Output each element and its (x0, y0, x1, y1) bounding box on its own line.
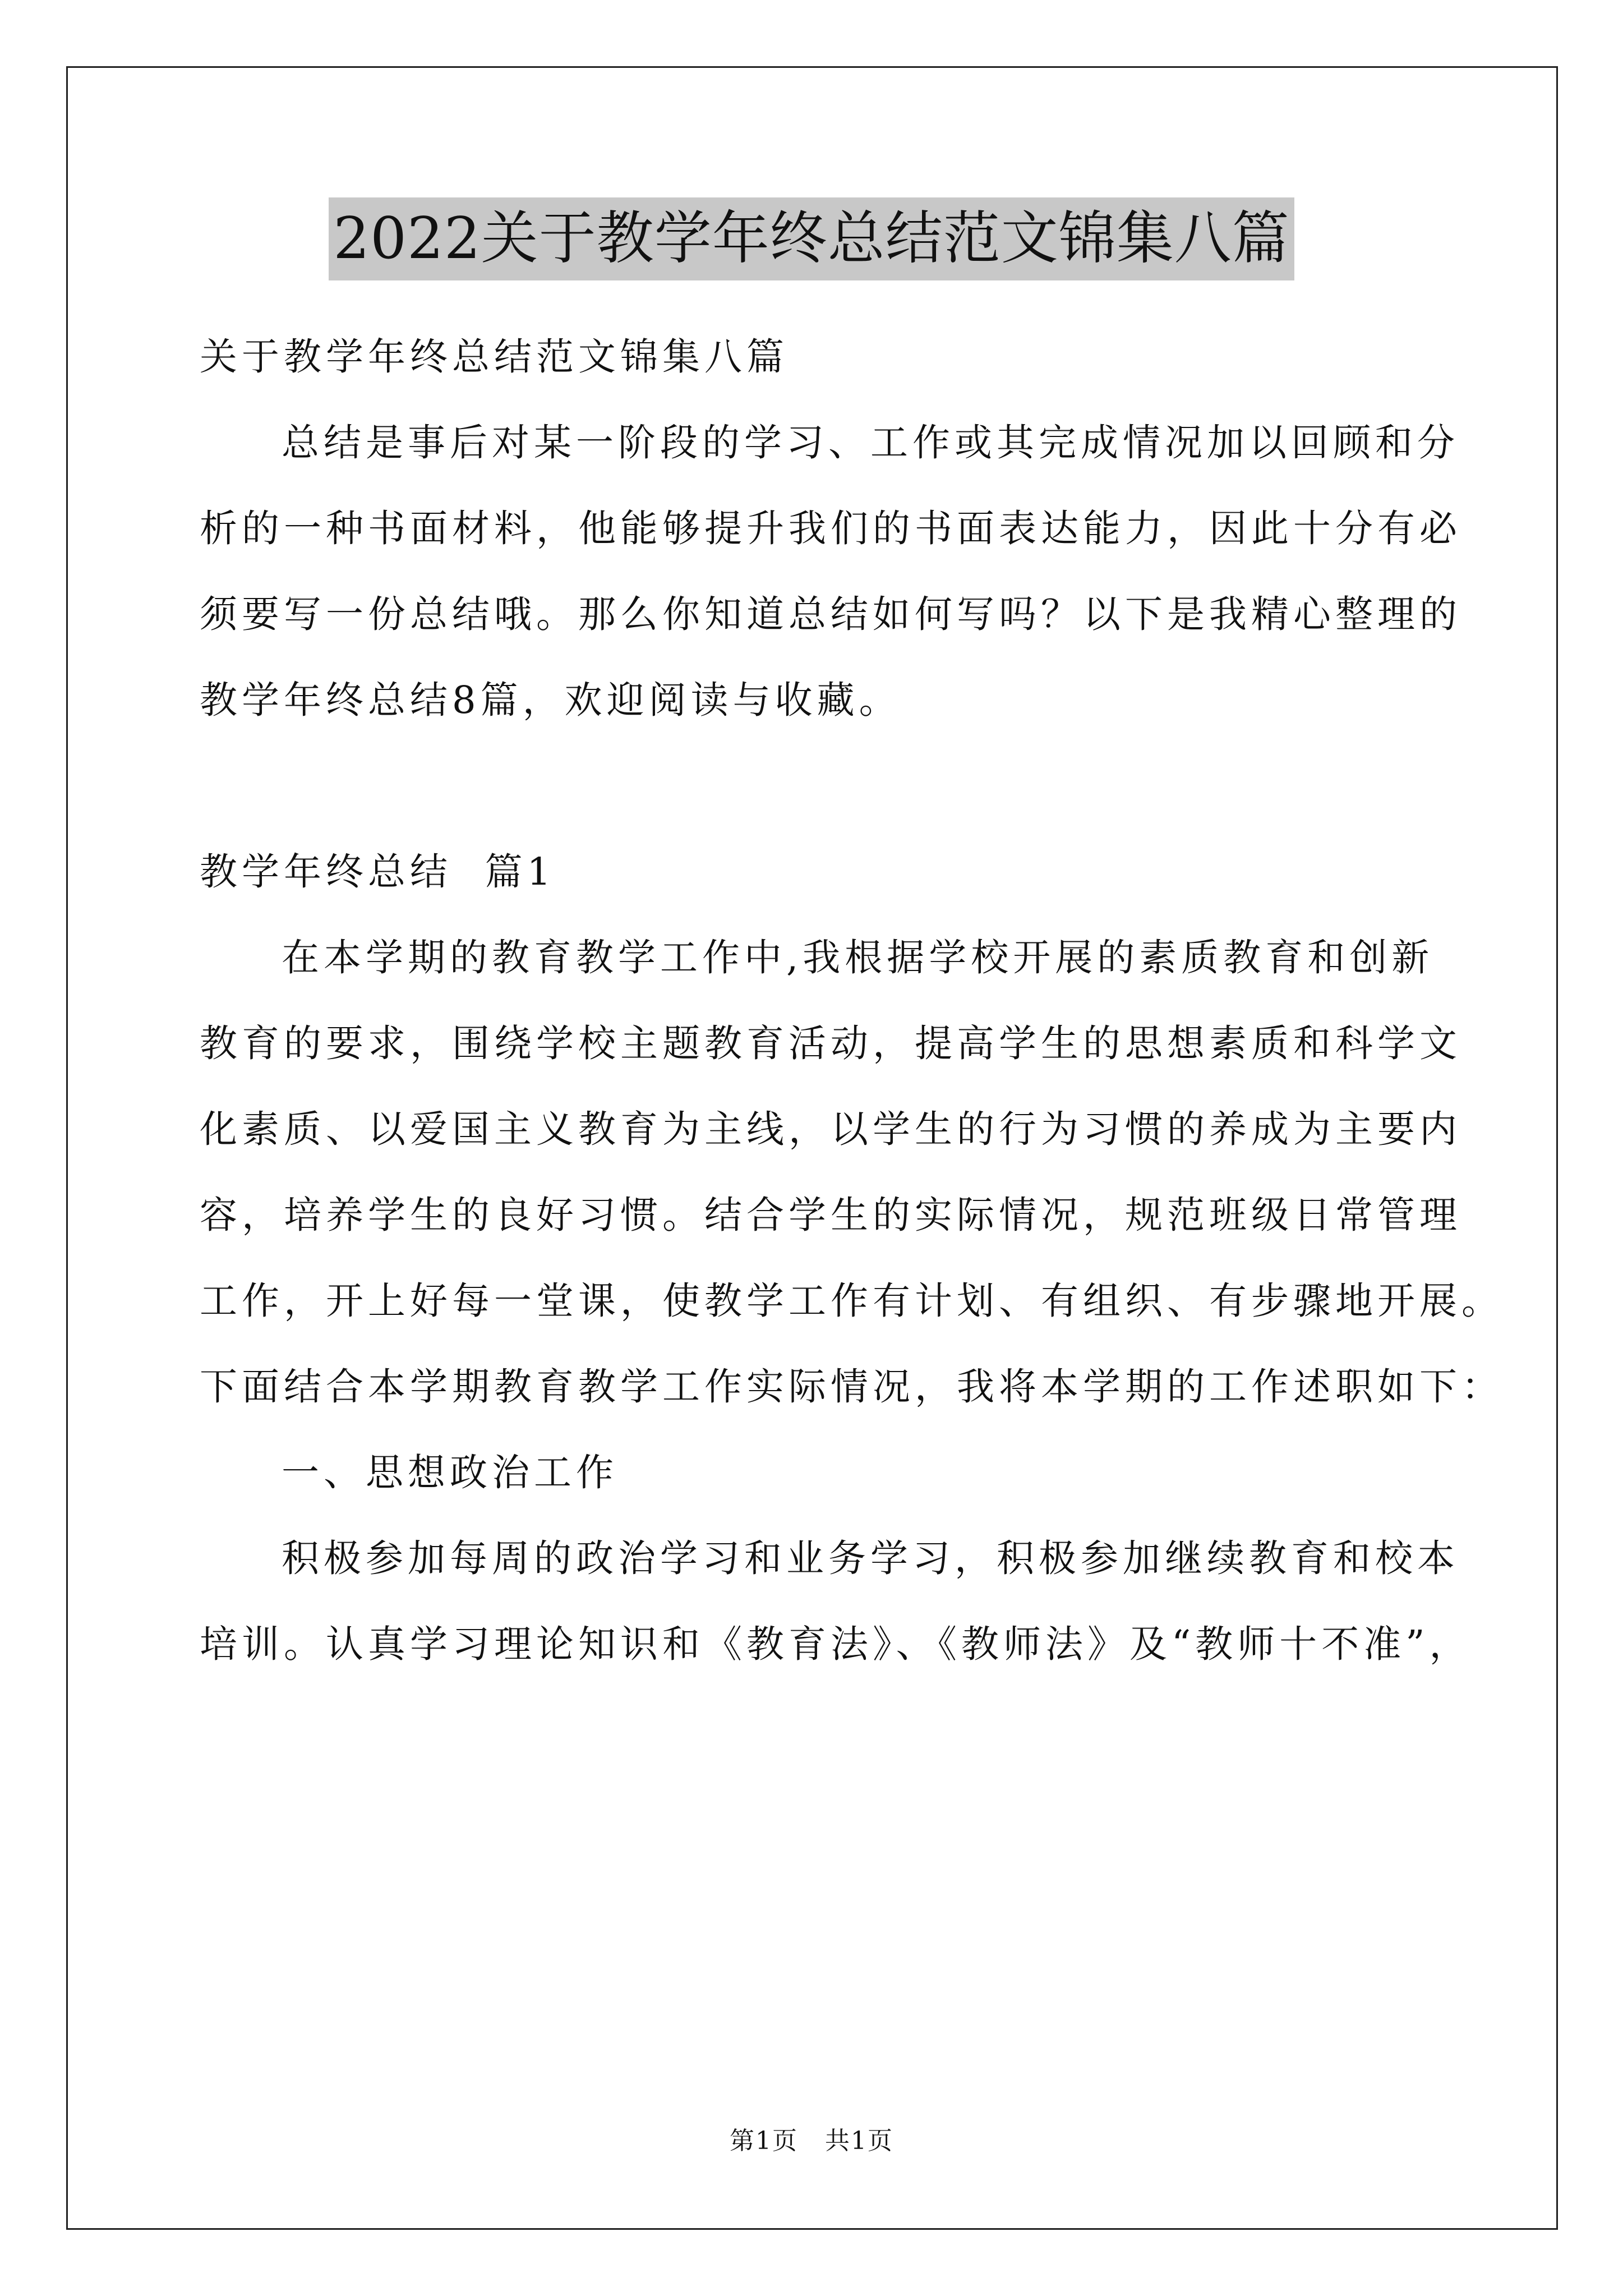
section-body-line: 化素质、以爱国主义教育为主线，以学生的行为习惯的养成为主要内 (200, 1107, 1461, 1151)
page-number: 第1页 共1页 (730, 2127, 893, 2155)
intro-line: 总结是事后对某一阶段的学习、工作或其完成情况加以回顾和分 (282, 421, 1459, 464)
document-subtitle: 关于教学年终总结范文锦集八篇 (200, 335, 789, 379)
title-block (0, 197, 1623, 280)
subsection-body-line: 积极参加每周的政治学习和业务学习，积极参加继续教育和校本 (282, 1536, 1459, 1580)
subsection-body-line: 培训。认真学习理论知识和《教育法》、《教师法》及“教师十不准”， (200, 1622, 1472, 1666)
subsection-heading: 一、思想政治工作 (282, 1451, 618, 1494)
section-body-line: 容，培养学生的良好习惯。结合学生的实际情况，规范班级日常管理 (200, 1193, 1461, 1237)
document-title: 2022关于教学年终总结范文锦集八篇 (329, 197, 1294, 280)
section-body-line: 下面结合本学期教育教学工作实际情况，我将本学期的工作述职如下： (200, 1365, 1504, 1409)
section-body-line: 工作，开上好每一堂课，使教学工作有计划、有组织、有步骤地开展。 (200, 1279, 1504, 1323)
intro-line: 须要写一份总结哦。那么你知道总结如何写吗？以下是我精心整理的 (200, 592, 1461, 636)
document-body (200, 314, 1504, 1687)
section-body-line: 教育的要求，围绕学校主题教育活动，提高学生的思想素质和科学文 (200, 1022, 1461, 1065)
section-body-line: 在本学期的教育教学工作中,我根据学校开展的素质教育和创新 (282, 936, 1434, 979)
paragraph-spacer (200, 743, 1433, 829)
intro-line: 教学年终总结8篇，欢迎阅读与收藏。 (200, 678, 901, 722)
intro-line: 析的一种书面材料，他能够提升我们的书面表达能力，因此十分有必 (200, 507, 1461, 550)
section-heading: 教学年终总结 篇1 (200, 850, 556, 894)
